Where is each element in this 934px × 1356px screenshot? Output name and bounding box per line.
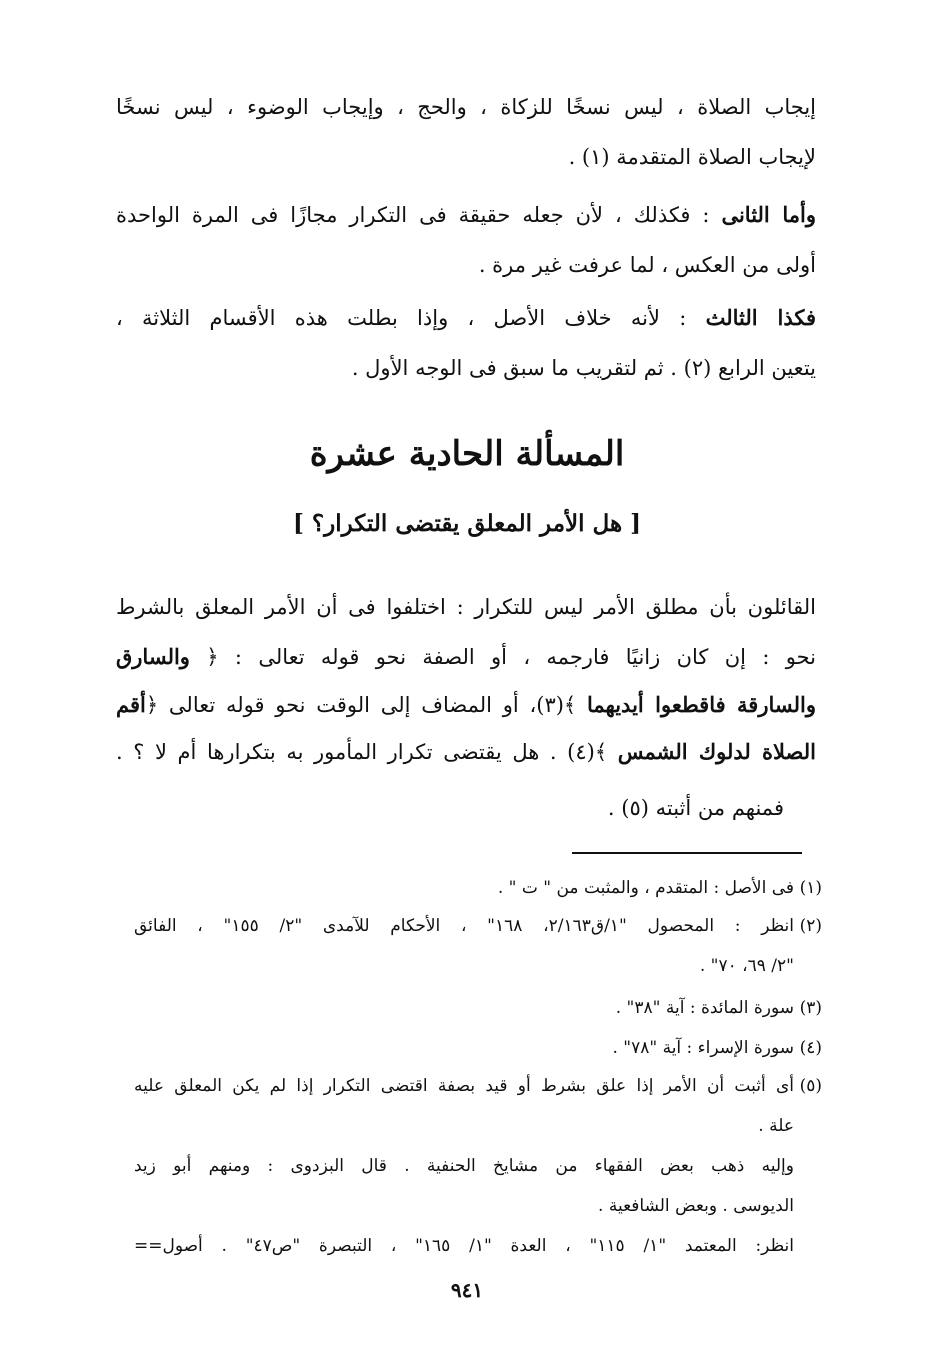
quran-quote: والسارق (116, 644, 190, 669)
footnote-number: (٣) (799, 998, 822, 1018)
paragraph-text: : فكذلك ، لأن جعله حقيقة فى التكرار مجازًا فى المرة الواحدة (116, 203, 710, 227)
section-title: المسألة الحادية عشرة (309, 434, 625, 474)
footnote-text: الديوسى . وبعض الشافعية . (598, 1196, 794, 1216)
text-line: لإيجاب الصلاة المتقدمة (١) . (568, 145, 816, 169)
text-line (116, 303, 816, 333)
footnote-text: انظر : المحصول "١/ق٢/١٦٣، ١٦٨" ، الأحكام للآمدى "٢/ ١٥٥" ، الفائق (134, 916, 794, 936)
text-line (116, 642, 816, 672)
text-line (116, 737, 816, 767)
paragraph-lead: وأما الثانى (721, 202, 816, 227)
footnote-number: (١) (799, 878, 822, 898)
footnote-text: فى الأصل : المتقدم ، والمثبت من " ت " . (497, 878, 794, 898)
quran-quote: والسارقة فاقطعوا أيديهما (586, 692, 816, 717)
footnote-text: انظر: المعتمد "١/ ١١٥" ، العدة "١/ ١٦٥" ، التبصرة "ص٤٧" . أصول== (134, 1236, 794, 1256)
footnote-text: أى أثبت أن الأمر إذا علق بشرط أو قيد بصفة اقتضى التكرار إذا لم يكن المعلق عليه (134, 1076, 794, 1096)
page-number: ٩٤١ (450, 1278, 484, 1302)
body-text: ﴾(٤) . هل يقتضى تكرار المأمور به بتكرارها أم لا ؟ . (116, 740, 608, 764)
paragraph-lead: فكذا الثالث (705, 305, 816, 330)
footnote-text: وإليه ذهب بعض الفقهاء من مشايخ الحنفية . قال البزدوى : ومنهم أبو زيد (134, 1156, 794, 1176)
text-line: فمنهم من أثبته (٥) . (607, 796, 784, 820)
section-subtitle: [ هل الأمر المعلق يقتضى التكرار؟ ] (293, 510, 641, 537)
text-line (116, 690, 816, 720)
text-line: إيجاب الصلاة ، ليس نسخًا للزكاة ، والحج ، وإيجاب الوضوء ، ليس نسخًا (116, 95, 816, 119)
footnote-number: (٢) (799, 916, 822, 936)
text-line (116, 200, 816, 230)
text-line: القائلون بأن مطلق الأمر ليس للتكرار : اختلفوا فى أن الأمر المعلق بالشرط (116, 595, 816, 619)
paragraph-text: : لأنه خلاف الأصل ، وإذا بطلت هذه الأقسام الثلاثة ، (116, 306, 687, 330)
body-text: ﴾(٣)، أو المضاف إلى الوقت نحو قوله تعالى ﴿ (145, 693, 577, 717)
footnote-text: علة . (758, 1116, 794, 1136)
footnote-number: (٤) (799, 1038, 822, 1058)
footnote-text: سورة المائدة : آية "٣٨" . (615, 998, 794, 1018)
footnote-number: (٥) (799, 1076, 822, 1096)
text-line: يتعين الرابع (٢) . ثم لتقريب ما سبق فى الوجه الأول . (351, 356, 816, 380)
body-text: نحو : إن كان زانيًا فارجمه ، أو الصفة نحو قوله تعالى : ﴿ (206, 645, 816, 669)
footnote-text: "٢/ ٦٩، ٧٠" . (699, 956, 794, 976)
quran-quote: الصلاة لدلوك الشمس (617, 739, 816, 764)
footnote-text: سورة الإسراء : آية "٧٨" . (612, 1038, 794, 1058)
text-line: أولى من العكس ، لما عرفت غير مرة . (478, 253, 816, 277)
quran-quote: أقم (116, 692, 146, 717)
footnote-divider (572, 852, 802, 854)
